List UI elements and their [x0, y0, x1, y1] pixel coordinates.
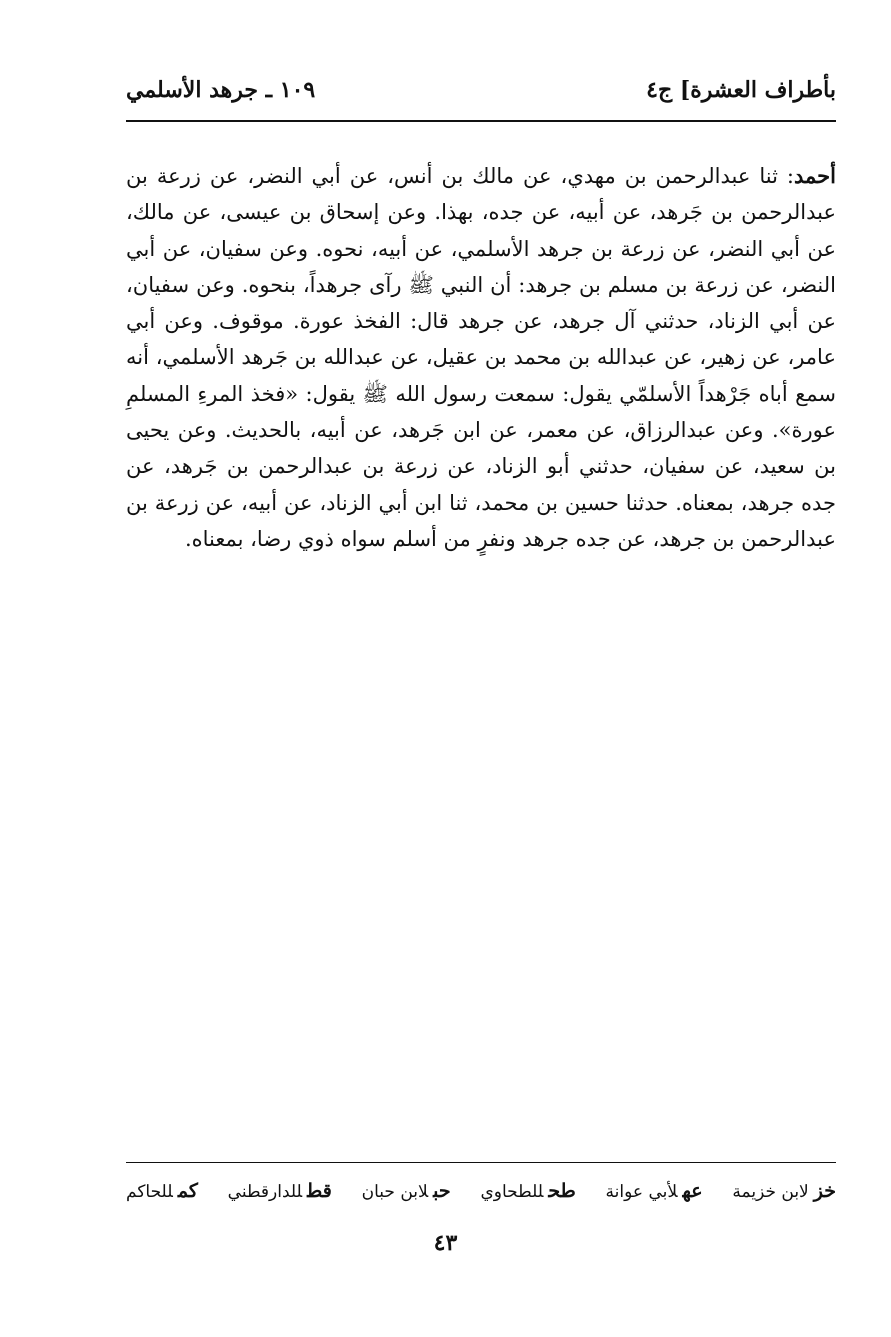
abbreviation-item [732, 1180, 836, 1202]
abbreviation-meaning: للحاكم [126, 1182, 173, 1202]
abbreviation-meaning: للدارقطني [227, 1182, 303, 1202]
abbreviation-meaning: لابن خزيمة [732, 1182, 809, 1202]
abbreviation-item [228, 1180, 332, 1202]
lead-word: أحمد [794, 163, 836, 188]
abbreviation-key [126, 1180, 836, 1202]
book-title: بأطراف العشرة] ج٤ [646, 77, 836, 103]
paragraph-text: : ثنا عبدالرحمن بن مهدي، عن مالك بن أنس، عن أبي النضر، عن زرعة بن عبدالرحمن بن جَرهد، عن أبيه، عن جده، بهذا. وعن إسحاق بن عيسى، عن مالك، عن أبي النضر، عن زرعة بن جرهد الأسلمي، عن أبيه، نحوه. وعن سفيان، عن أبي النضر، عن زرعة بن مسلم بن جرهد: أن النبي ﷺ رآى جرهداً، بنحوه. وعن سفيان، عن أبي الزناد، حدثني آل جرهد، عن جرهد قال: الفخذ عورة. موقوف. وعن أبي عامر، عن زهير، عن عبدالله بن محمد بن عقيل، عن عبدالله بن جَرهد الأسلمي، أنه سمع أباه جَرْهداً الأسلمّي يقول: سمعت رسول الله ﷺ يقول: «فخذ المرءِ المسلمِ عورة». وعن عبدالرزاق، عن معمر، عن ابن جَرهد، عن أبيه، بالحديث. وعن يحيى بن سعيد، عن سفيان، حدثني أبو الزناد، عن زرعة بن عبدالرحمن بن جَرهد، عن جده جرهد، بمعناه. حدثنا حسين بن محمد، ثنا ابن أبي الزناد، عن أبيه، عن زرعة بن عبدالرحمن بن جرهد، عن جده جرهد ونفرٍ من أسلم سواه ذوي رضا، بمعناه. [126, 164, 836, 551]
page-number: ٤٣ [433, 1230, 458, 1256]
abbreviation-item [126, 1180, 198, 1202]
abbreviation-code: قط [307, 1180, 332, 1202]
footer-divider [126, 1162, 836, 1163]
abbreviation-meaning: لابن حبان [361, 1182, 429, 1202]
abbreviation-meaning: لأبي عوانة [605, 1182, 678, 1202]
abbreviation-item [606, 1180, 703, 1202]
abbreviation-meaning: للطحاوي [480, 1182, 544, 1202]
abbreviation-code: حب [433, 1180, 451, 1202]
abbreviation-code: خز [813, 1180, 836, 1202]
abbreviation-code: طح [548, 1180, 576, 1202]
abbreviation-code: كم [177, 1180, 198, 1202]
main-paragraph [126, 158, 836, 557]
header-divider [126, 120, 836, 122]
section-title: ١٠٩ ـ جرهد الأسلمي [126, 77, 316, 103]
abbreviation-item [362, 1180, 451, 1202]
abbreviation-item [480, 1180, 575, 1202]
running-header [126, 70, 836, 110]
abbreviation-code: عه [682, 1180, 703, 1202]
